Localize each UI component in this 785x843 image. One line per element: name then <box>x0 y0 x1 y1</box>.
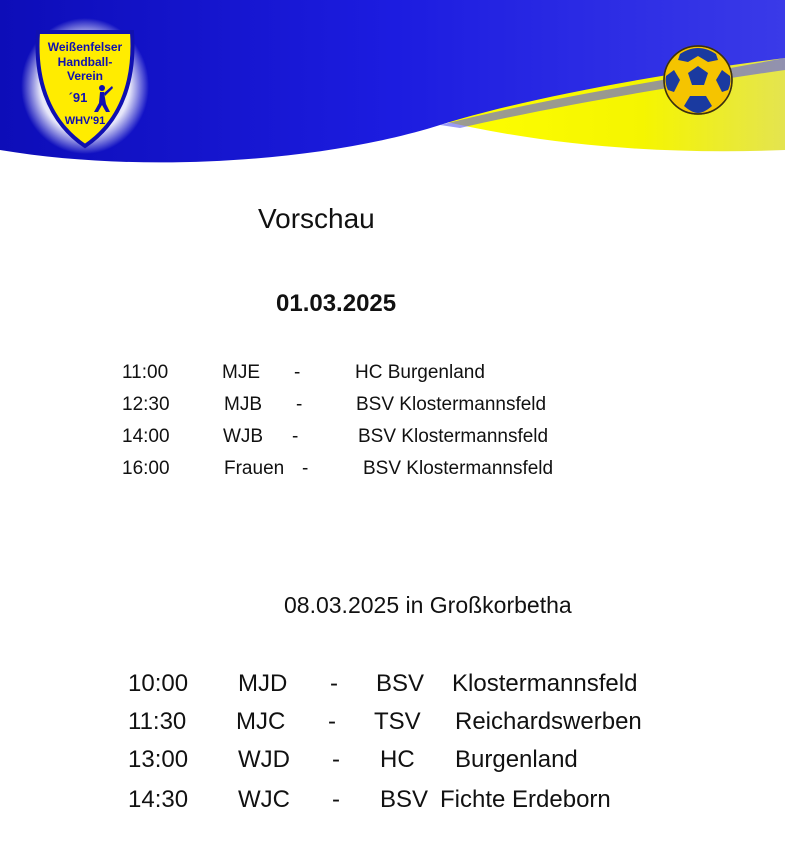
game-separator: - <box>294 362 301 383</box>
game-club: BSV <box>376 670 425 697</box>
game-time: 10:00 <box>128 670 189 697</box>
game-opponent: BSV Klostermannsfeld <box>358 426 549 447</box>
logo-line3: Verein <box>66 69 104 83</box>
game-separator: - <box>330 670 338 697</box>
game-separator: - <box>332 786 340 813</box>
game-time: 12:30 <box>122 394 170 415</box>
game-opponent: BSV Klostermannsfeld <box>356 394 547 415</box>
game-opponent: BSV Klostermannsfeld <box>363 458 554 479</box>
game-team: MJE <box>222 362 260 383</box>
handball-icon <box>662 44 734 116</box>
game-time: 11:30 <box>128 708 187 735</box>
game-team: WJD <box>238 746 290 773</box>
game-time: 11:00 <box>122 362 169 383</box>
game-club: TSV <box>374 708 421 735</box>
game-separator: - <box>328 708 336 735</box>
game-team: MJB <box>224 394 262 415</box>
logo-line2: Handball- <box>57 55 113 69</box>
game-separator: - <box>332 746 340 773</box>
game-opponent: HC Burgenland <box>355 362 485 383</box>
game-time: 14:30 <box>128 786 189 813</box>
game-opponent: Klostermannsfeld <box>452 670 638 697</box>
section1-date: 01.03.2025 <box>276 290 397 317</box>
game-club: HC <box>380 746 415 773</box>
game-team: MJC <box>236 708 286 735</box>
game-separator: - <box>292 426 299 447</box>
game-opponent: Reichardswerben <box>455 708 642 735</box>
game-team: WJC <box>238 786 290 813</box>
game-team: MJD <box>238 670 288 697</box>
game-team: WJB <box>223 426 264 447</box>
game-opponent: Burgenland <box>455 746 578 773</box>
page-title: Vorschau <box>258 203 375 234</box>
game-separator: - <box>296 394 303 415</box>
game-opponent: Fichte Erdeborn <box>440 786 611 813</box>
game-time: 13:00 <box>128 746 189 773</box>
section2-date: 08.03.2025 in Großkorbetha <box>284 592 572 618</box>
logo-line1: Weißenfelser <box>47 40 123 54</box>
logo-year: ´91 <box>68 90 88 105</box>
game-separator: - <box>302 458 309 479</box>
game-team: Frauen <box>224 458 285 479</box>
game-club: BSV <box>380 786 429 813</box>
club-logo <box>20 14 150 154</box>
logo-abbr: WHV'91 <box>64 115 106 127</box>
game-time: 16:00 <box>122 458 170 479</box>
game-time: 14:00 <box>122 426 170 447</box>
